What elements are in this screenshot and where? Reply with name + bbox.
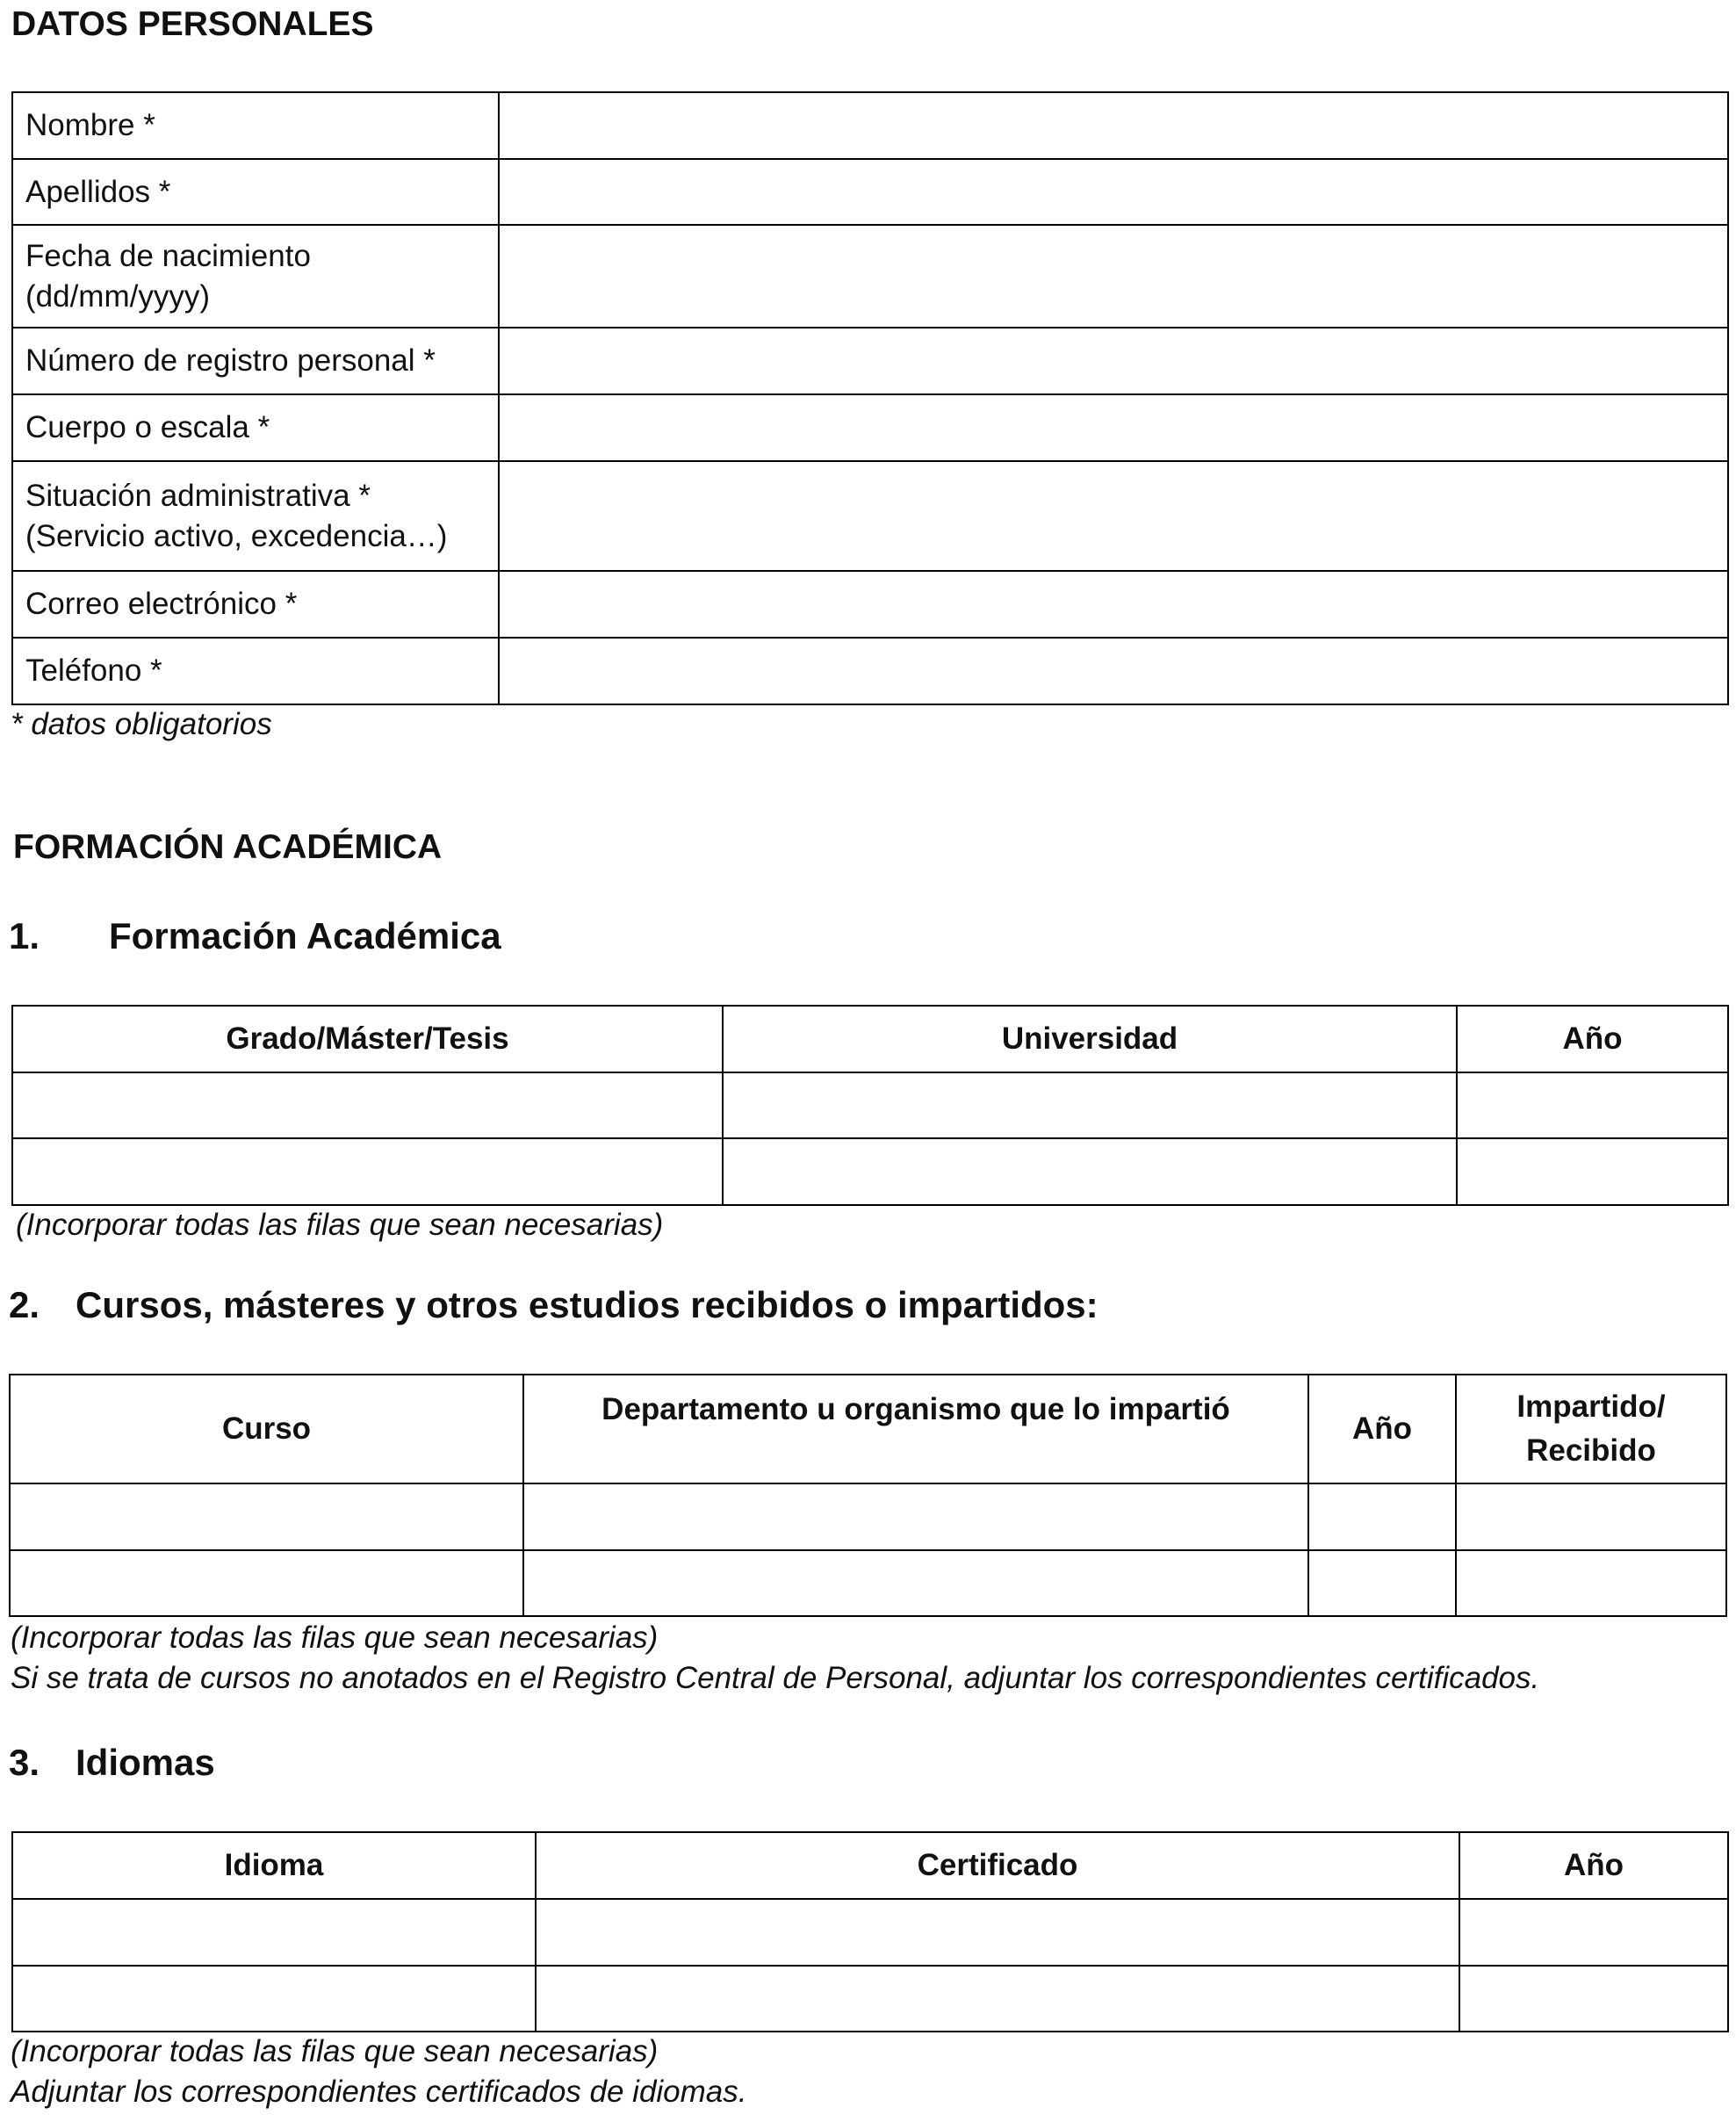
column-header: Departamento u organismo que lo impartió [523,1375,1308,1483]
column-header: Año [1308,1375,1456,1483]
subsection-number: 2. [9,1284,40,1325]
field-row-cuerpo-escala [12,394,1728,461]
registro-input-cell[interactable] [499,328,1728,394]
table-header-row [12,1006,1728,1072]
correo-electronico-input[interactable] [500,588,1727,621]
column-header: Impartido/ Recibido [1456,1375,1726,1483]
subsection-title: Cursos, másteres y otros estudios recibidos o impartidos: [76,1284,1099,1325]
table-cell[interactable] [12,1966,536,2032]
field-label: Fecha de nacimiento (dd/mm/yyyy) [12,225,499,328]
table-cell[interactable] [12,1899,536,1966]
registro-personal-input[interactable] [500,344,1727,378]
personal-data-table [11,91,1729,705]
add-rows-note: (Incorporar todas las filas que sean necesarias) [11,2034,659,2068]
grado-input[interactable] [13,1155,722,1188]
courses-table [9,1374,1727,1617]
situacion-input-cell[interactable] [499,461,1728,571]
field-label: Apellidos * [12,159,499,225]
nombre-input-cell[interactable] [499,92,1728,159]
universidad-input[interactable] [724,1155,1456,1188]
ano-input[interactable] [1309,1567,1455,1600]
subsection-heading-3 [9,1744,215,1781]
cuerpo-escala-input[interactable] [500,411,1727,444]
table-cell[interactable] [1456,1550,1726,1616]
table-row [12,1899,1728,1966]
language-certificates-note: Adjuntar los correspondientes certificados de idiomas. [11,2075,747,2109]
departamento-input[interactable] [524,1500,1307,1534]
apellidos-input[interactable] [500,176,1727,209]
correo-input-cell[interactable] [499,571,1728,638]
subsection-heading-2 [9,1284,1099,1325]
table-cell[interactable] [723,1138,1457,1205]
field-row-registro-personal [12,328,1728,394]
column-header: Curso [10,1375,523,1483]
table-cell[interactable] [1459,1899,1728,1966]
idioma-input[interactable] [13,1982,535,2016]
table-cell[interactable] [12,1138,723,1205]
grado-input[interactable] [13,1089,722,1122]
table-row [12,1072,1728,1138]
table-cell[interactable] [536,1899,1459,1966]
section-title-personal: DATOS PERSONALES [11,5,374,43]
subsection-title: Formación Académica [109,915,501,956]
universidad-input[interactable] [724,1089,1456,1122]
subsection-number: 3. [9,1742,40,1783]
impartido-recibido-input[interactable] [1457,1500,1725,1534]
field-label: Teléfono * [12,638,499,704]
column-header: Grado/Máster/Tesis [12,1006,723,1072]
departamento-input[interactable] [524,1567,1307,1600]
certificado-input[interactable] [537,1982,1459,2016]
table-cell[interactable] [1457,1138,1728,1205]
table-cell[interactable] [10,1483,523,1550]
situacion-administrativa-input[interactable] [500,500,1727,533]
table-header-row [12,1832,1728,1899]
certificates-note: Si se trata de cursos no anotados en el Registro Central de Personal, adjuntar los correspondientes certificados. [11,1661,1540,1695]
table-row [12,1138,1728,1205]
column-header: Certificado [536,1832,1459,1899]
field-label: Cuerpo o escala * [12,394,499,461]
idioma-input[interactable] [13,1916,535,1949]
subsection-title: Idiomas [76,1742,215,1783]
column-header: Universidad [723,1006,1457,1072]
table-cell[interactable] [1459,1966,1728,2032]
field-row-fecha-nacimiento [12,225,1728,328]
field-label: Número de registro personal * [12,328,499,394]
table-row [10,1550,1726,1616]
field-row-nombre [12,92,1728,159]
field-row-telefono [12,638,1728,704]
curso-input[interactable] [11,1567,522,1600]
add-rows-note: (Incorporar todas las filas que sean necesarias) [11,1620,659,1655]
table-cell[interactable] [1457,1072,1728,1138]
field-label: Nombre * [12,92,499,159]
table-cell[interactable] [12,1072,723,1138]
table-cell[interactable] [10,1550,523,1616]
curso-input[interactable] [11,1500,522,1534]
certificado-input[interactable] [537,1916,1459,1949]
academic-table [11,1005,1729,1206]
telefono-input-cell[interactable] [499,638,1728,704]
table-cell[interactable] [1308,1483,1456,1550]
field-row-apellidos [12,159,1728,225]
nombre-input[interactable] [500,109,1727,142]
table-header-row [10,1375,1726,1483]
table-cell[interactable] [1456,1483,1726,1550]
field-label: Situación administrativa * (Servicio activo, excedencia…) [12,461,499,571]
ano-input[interactable] [1309,1500,1455,1534]
column-header: Año [1457,1006,1728,1072]
table-row [12,1966,1728,2032]
table-cell[interactable] [536,1966,1459,2032]
field-row-situacion-administrativa [12,461,1728,571]
field-label: Correo electrónico * [12,571,499,638]
table-row [10,1483,1726,1550]
table-cell[interactable] [723,1072,1457,1138]
telefono-input[interactable] [500,654,1727,688]
fecha-input-cell[interactable] [499,225,1728,328]
table-cell[interactable] [523,1550,1308,1616]
table-cell[interactable] [523,1483,1308,1550]
cuerpo-input-cell[interactable] [499,394,1728,461]
ano-input[interactable] [1458,1089,1727,1122]
impartido-recibido-input[interactable] [1457,1567,1725,1600]
ano-input[interactable] [1460,1982,1727,2016]
subsection-number: 1. [9,915,40,956]
subsection-heading-1 [9,915,501,956]
required-fields-note: * datos obligatorios [11,707,272,741]
field-row-correo [12,571,1728,638]
fecha-nacimiento-input[interactable] [500,260,1727,293]
apellidos-input-cell[interactable] [499,159,1728,225]
add-rows-note: (Incorporar todas las filas que sean necesarias) [16,1208,664,1242]
column-header: Idioma [12,1832,536,1899]
ano-input[interactable] [1460,1916,1727,1949]
section-title-academic: FORMACIÓN ACADÉMICA [13,828,443,866]
ano-input[interactable] [1458,1155,1727,1188]
table-cell[interactable] [1308,1550,1456,1616]
column-header: Año [1459,1832,1728,1899]
languages-table [11,1831,1729,2032]
